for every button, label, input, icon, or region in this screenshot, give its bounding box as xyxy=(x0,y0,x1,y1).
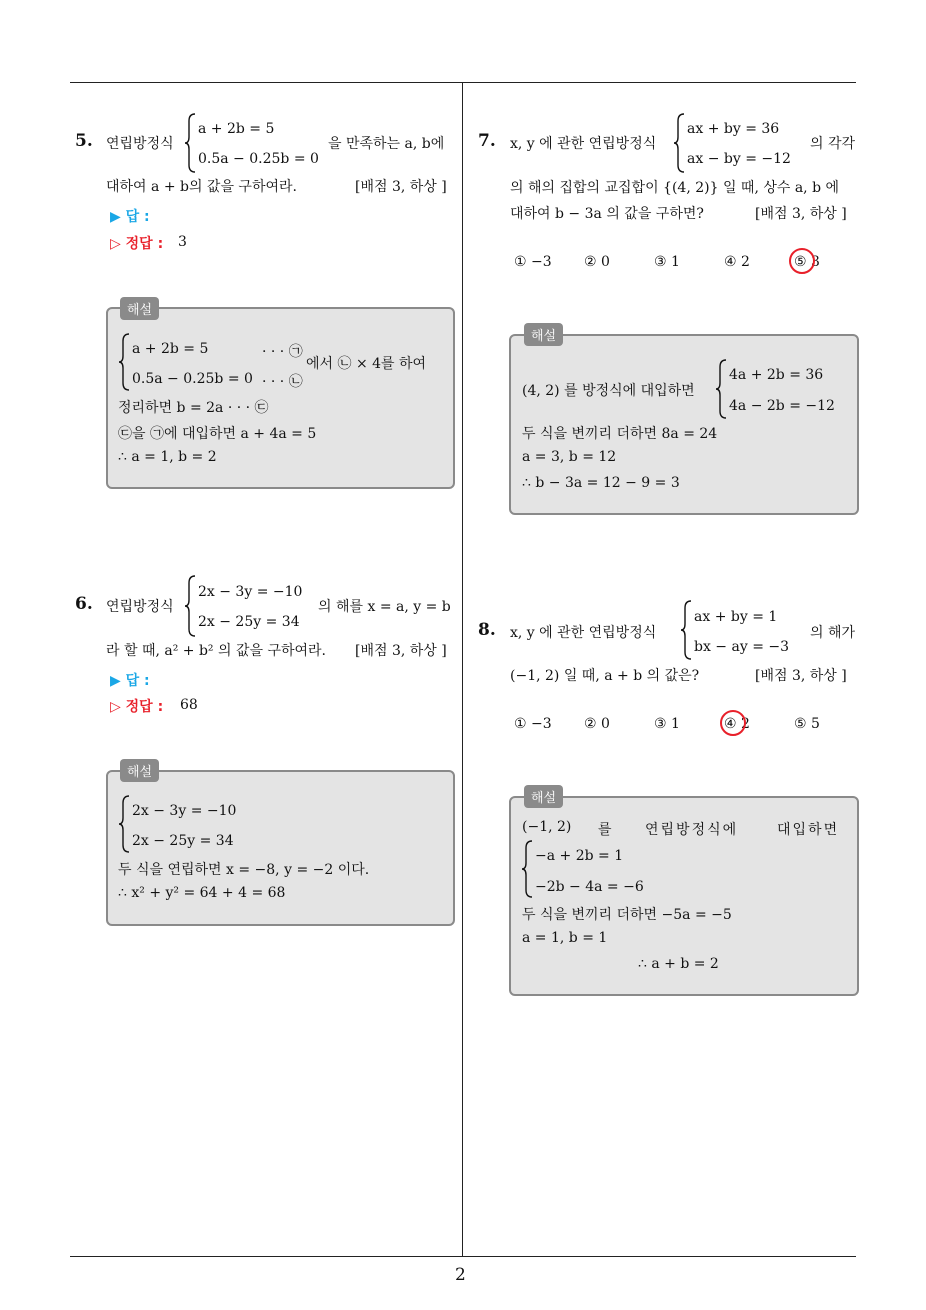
solution-mark-1: · · · ㉠ xyxy=(262,344,303,360)
brace-icon xyxy=(521,840,533,898)
question-number: 5. xyxy=(75,131,93,151)
question-text: 의 해를 x = a, y = b xyxy=(318,599,451,615)
solution-line: a = 1, b = 1 xyxy=(522,930,608,946)
answer-label: ▶ 답 : xyxy=(110,209,150,225)
system-equation-1: a + 2b = 5 xyxy=(198,121,275,137)
solution-equation-1: −a + 2b = 1 xyxy=(535,848,624,864)
choice-3[interactable]: ③ 1 xyxy=(654,716,680,732)
choice-1[interactable]: ① −3 xyxy=(514,254,552,270)
brace-icon xyxy=(184,113,196,173)
system-equation-1: 2x − 3y = −10 xyxy=(198,584,303,600)
question-text-3: 대하여 b − 3a 의 값을 구하면? xyxy=(510,206,704,222)
solution-tag: 해설 xyxy=(120,759,159,782)
points-label: [배점 3, 하상 ] xyxy=(355,179,447,195)
question-text: 의 각각 xyxy=(810,136,856,152)
solution-line: ∴ b − 3a = 12 − 9 = 3 xyxy=(522,475,680,491)
solution-equation-2: −2b − 4a = −6 xyxy=(535,879,644,895)
solution-tag: 해설 xyxy=(120,297,159,320)
solution-line: 두 식을 연립하면 x = −8, y = −2 이다. xyxy=(118,862,370,878)
points-label: [배점 3, 하상 ] xyxy=(355,643,447,659)
solution-side-text: 에서 ㉡ × 4를 하여 xyxy=(306,356,427,372)
system-equation-1: ax + by = 1 xyxy=(694,609,778,625)
points-label: [배점 3, 하상 ] xyxy=(755,206,847,222)
correct-label: ▷ 정답 : xyxy=(110,699,164,715)
solution-line: 두 식을 변끼리 더하면 8a = 24 xyxy=(522,426,718,442)
top-rule xyxy=(70,82,856,83)
question-number: 8. xyxy=(478,620,496,640)
system-equation-2: 0.5a − 0.25b = 0 xyxy=(198,151,319,167)
choice-1[interactable]: ① −3 xyxy=(514,716,552,732)
solution-line: a = 3, b = 12 xyxy=(522,449,617,465)
solution-line: ∴ a + b = 2 xyxy=(638,956,719,972)
points-label: [배점 3, 하상 ] xyxy=(755,668,847,684)
solution-line: 대입하면 xyxy=(777,822,840,838)
choice-4[interactable]: ④ 2 xyxy=(724,716,750,732)
bottom-rule xyxy=(70,1256,856,1257)
solution-tag: 해설 xyxy=(524,785,563,808)
brace-icon xyxy=(715,359,727,419)
question-lead: x, y 에 관한 연립방정식 xyxy=(510,625,657,641)
question-lead: 연립방정식 xyxy=(106,136,174,152)
system-equation-1: ax + by = 36 xyxy=(687,121,780,137)
answer-circle-icon xyxy=(720,710,746,736)
correct-value: 3 xyxy=(178,234,187,250)
solution-line: 두 식을 변끼리 더하면 −5a = −5 xyxy=(522,907,732,923)
question-text-2: 라 할 때, a² + b² 의 값을 구하여라. xyxy=(106,643,327,659)
solution-mark-2: · · · ㉡ xyxy=(262,374,303,390)
correct-label: ▷ 정답 : xyxy=(110,236,164,252)
choice-4[interactable]: ④ 2 xyxy=(724,254,750,270)
question-text: 의 해가 xyxy=(810,625,856,641)
solution-line: 연립방정식에 xyxy=(645,822,739,838)
question-lead: 연립방정식 xyxy=(106,599,174,615)
choice-2[interactable]: ② 0 xyxy=(584,254,610,270)
question-number: 7. xyxy=(478,131,496,151)
brace-icon xyxy=(118,333,130,391)
correct-value: 68 xyxy=(180,697,198,713)
solution-equation-2: 0.5a − 0.25b = 0 xyxy=(132,371,253,387)
question-lead: x, y 에 관한 연립방정식 xyxy=(510,136,657,152)
solution-line: (4, 2) 를 방정식에 대입하면 xyxy=(522,383,695,399)
brace-icon xyxy=(118,795,130,853)
solution-line: ∴ x² + y² = 64 + 4 = 68 xyxy=(118,885,286,901)
choice-5[interactable]: ⑤ 3 xyxy=(794,254,820,270)
solution-line: (−1, 2) xyxy=(522,819,572,835)
system-equation-2: 2x − 25y = 34 xyxy=(198,614,300,630)
question-text-2: 대하여 a + b의 값을 구하여라. xyxy=(106,179,297,195)
system-equation-2: bx − ay = −3 xyxy=(694,639,790,655)
system-equation-2: ax − by = −12 xyxy=(687,151,791,167)
choice-3[interactable]: ③ 1 xyxy=(654,254,680,270)
question-text-2: 의 해의 집합의 교집합이 {(4, 2)} 일 때, 상수 a, b 에 xyxy=(510,180,840,196)
question-text-2: (−1, 2) 일 때, a + b 의 값은? xyxy=(510,668,700,684)
solution-equation-1: a + 2b = 5 xyxy=(132,341,209,357)
question-text: 을 만족하는 a, b에 xyxy=(328,136,445,152)
solution-equation-2: 2x − 25y = 34 xyxy=(132,833,234,849)
column-divider xyxy=(462,83,463,1257)
choice-2[interactable]: ② 0 xyxy=(584,716,610,732)
answer-label: ▶ 답 : xyxy=(110,673,150,689)
solution-equation-1: 4a + 2b = 36 xyxy=(729,367,824,383)
solution-line: 정리하면 b = 2a · · · ㉢ xyxy=(118,400,269,416)
page-number: 2 xyxy=(455,1265,466,1285)
brace-icon xyxy=(673,113,685,173)
question-number: 6. xyxy=(75,594,93,614)
solution-equation-2: 4a − 2b = −12 xyxy=(729,398,835,414)
brace-icon xyxy=(184,575,196,637)
solution-line: ∴ a = 1, b = 2 xyxy=(118,449,217,465)
choice-5[interactable]: ⑤ 5 xyxy=(794,716,820,732)
solution-equation-1: 2x − 3y = −10 xyxy=(132,803,237,819)
answer-circle-icon xyxy=(789,248,815,274)
solution-line: ㉢을 ㉠에 대입하면 a + 4a = 5 xyxy=(118,426,317,442)
solution-tag: 해설 xyxy=(524,323,563,346)
brace-icon xyxy=(680,600,692,660)
solution-line: 를 xyxy=(598,822,612,838)
